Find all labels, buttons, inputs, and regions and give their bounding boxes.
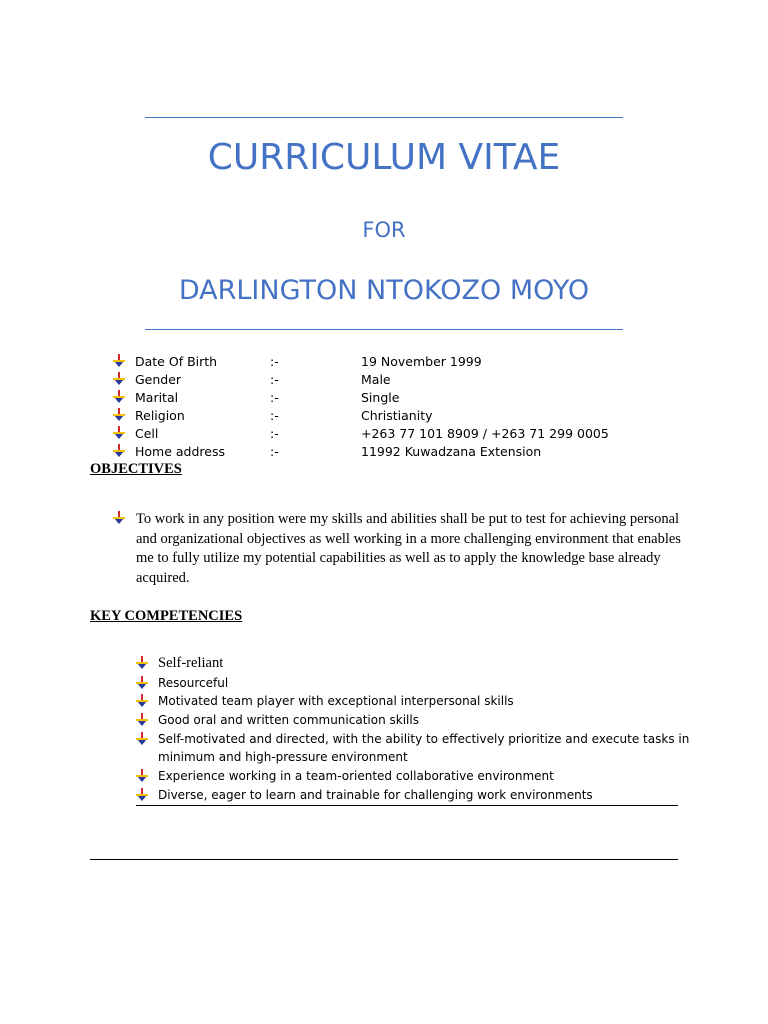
arrow-bullet-icon [136, 676, 148, 690]
footer-rule [90, 859, 678, 860]
arrow-bullet-icon [136, 732, 148, 746]
info-separator: :- [270, 408, 279, 423]
info-separator: :- [270, 390, 279, 405]
info-label: Date Of Birth [135, 354, 218, 369]
info-label: Marital [135, 390, 179, 405]
list-item-continuation: minimum and high-pressure environment [158, 750, 408, 764]
info-value: 11992 Kuwadzana Extension [361, 444, 542, 459]
arrow-bullet-icon [136, 656, 148, 670]
list-item: Diverse, eager to learn and trainable for challenging work environments [158, 788, 593, 802]
arrow-bullet-icon [113, 444, 125, 458]
page-title: CURRICULUM VITAE [207, 137, 561, 178]
candidate-name: DARLINGTON NTOKOZO MOYO [178, 275, 590, 306]
arrow-bullet-icon [113, 408, 125, 422]
info-separator: :- [270, 354, 279, 369]
arrow-bullet-icon [113, 354, 125, 368]
list-item: Good oral and written communication skills [158, 713, 419, 727]
info-label: Gender [135, 372, 182, 387]
list-item: Experience working in a team-oriented collaborative environment [158, 769, 554, 783]
arrow-bullet-icon [113, 426, 125, 440]
info-label: Religion [135, 408, 185, 423]
list-item: Self-reliant [158, 655, 224, 671]
objectives-text: To work in any position were my skills and abilities shall be put to test for achieving personal and organizational objectives as well working in a more challenging environment that enables me to fully utilize my potential capabilities as well as to apply the knowledge base already acquired. [136, 511, 681, 586]
list-item: Resourceful [158, 676, 229, 690]
competencies-rule [136, 805, 678, 806]
objectives-heading: OBJECTIVES [90, 461, 182, 477]
list-item: Self-motivated and directed, with the ability to effectively prioritize and execute tasks in [158, 732, 690, 746]
arrow-bullet-icon [113, 511, 125, 525]
info-value: 19 November 1999 [361, 354, 482, 369]
arrow-bullet-icon [136, 788, 148, 802]
arrow-bullet-icon [136, 769, 148, 783]
info-value: Male [361, 372, 391, 387]
header-bottom-rule [145, 329, 623, 330]
competencies-heading: KEY COMPETENCIES [90, 608, 243, 624]
info-separator: :- [270, 444, 279, 459]
title-for: FOR [362, 218, 406, 242]
arrow-bullet-icon [136, 713, 148, 727]
info-label: Home address [135, 444, 225, 459]
info-label: Cell [135, 426, 159, 441]
arrow-bullet-icon [113, 390, 125, 404]
info-value: Single [361, 390, 400, 405]
info-separator: :- [270, 372, 279, 387]
info-value: Christianity [361, 408, 433, 423]
arrow-bullet-icon [136, 694, 148, 708]
info-separator: :- [270, 426, 279, 441]
info-value: +263 77 101 8909 / +263 71 299 0005 [361, 426, 609, 441]
list-item: Motivated team player with exceptional interpersonal skills [158, 694, 514, 708]
header-top-rule [145, 117, 623, 118]
arrow-bullet-icon [113, 372, 125, 386]
